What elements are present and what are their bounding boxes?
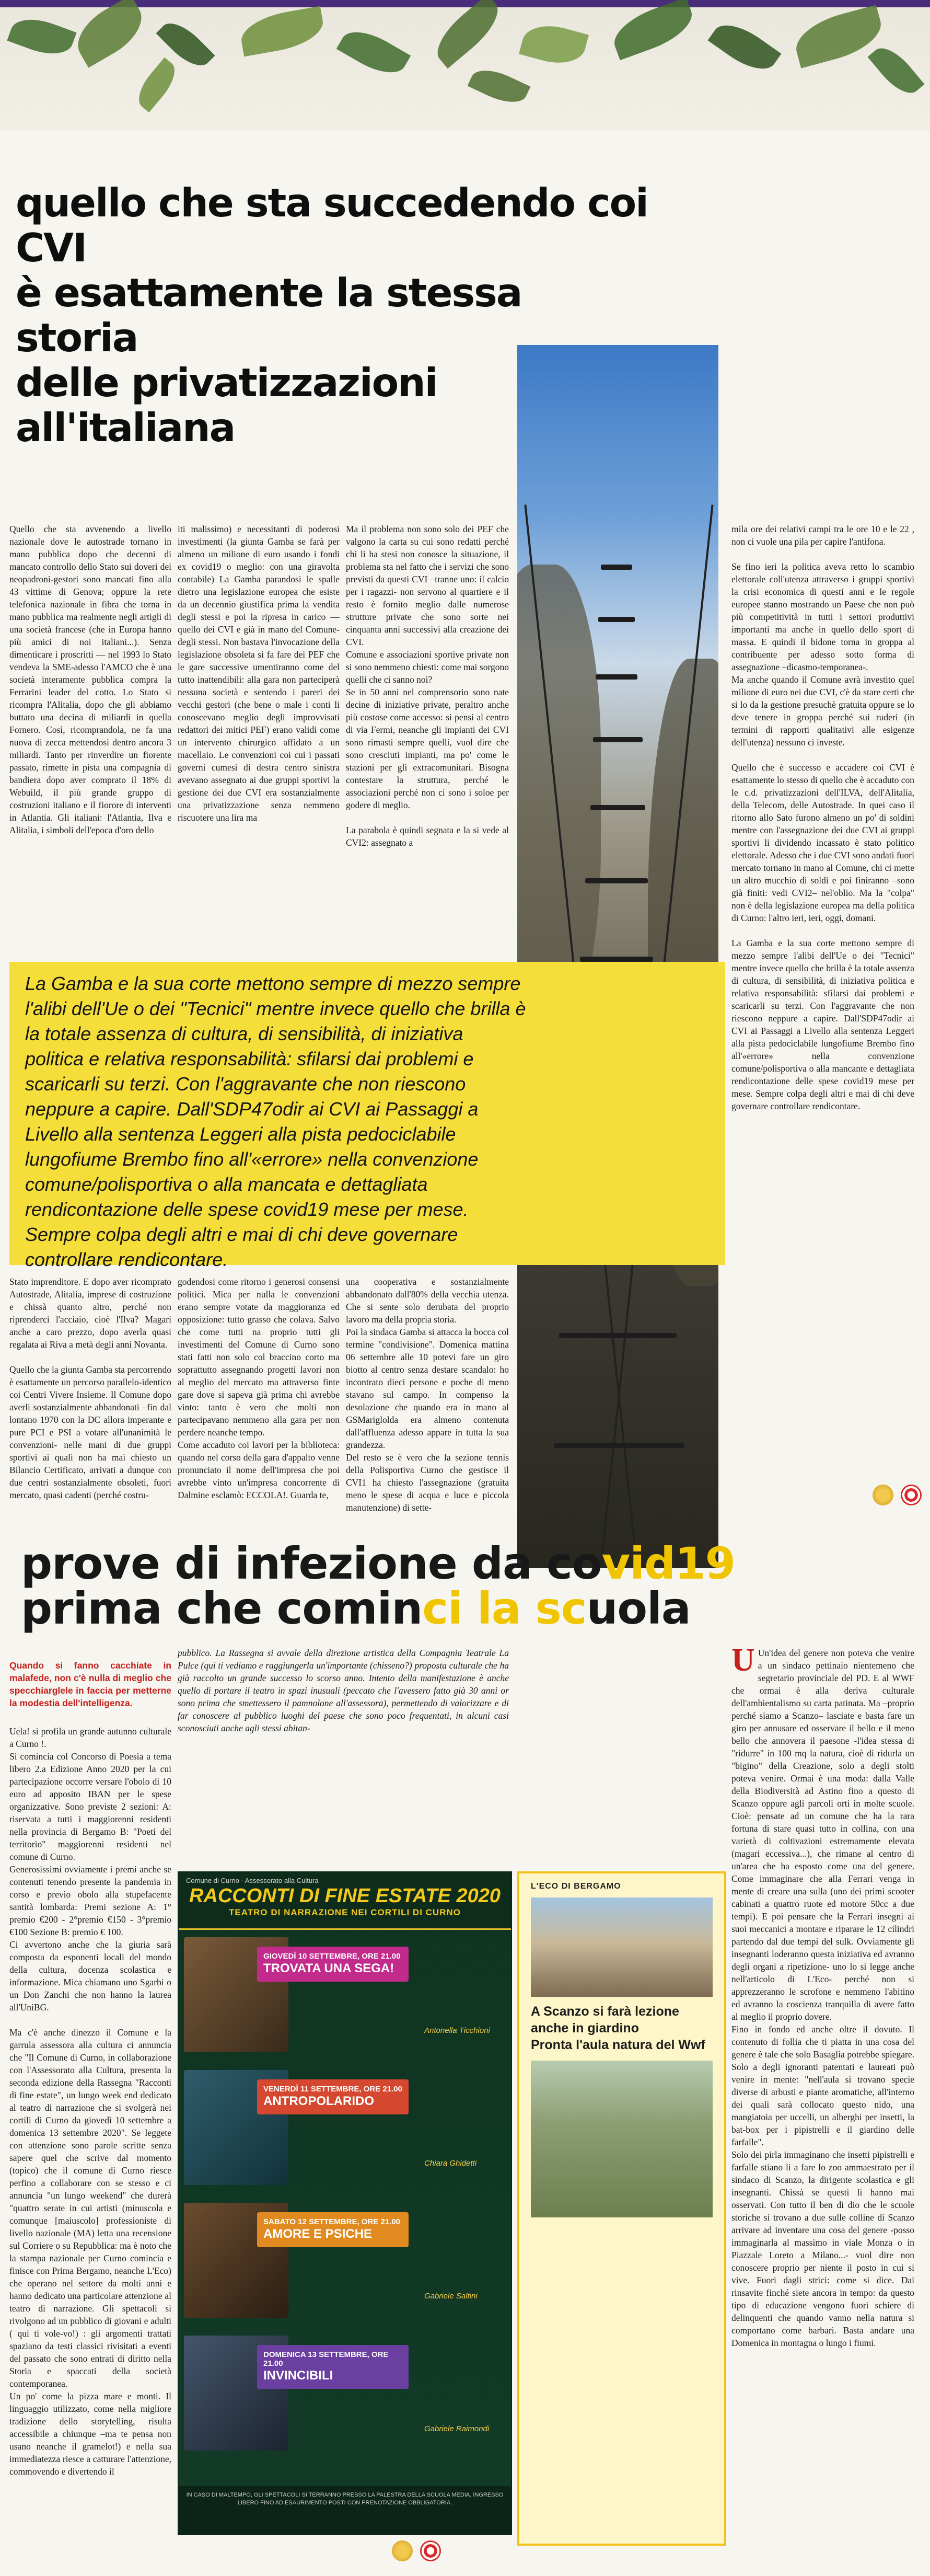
leaf-decoration — [336, 22, 411, 83]
via-ferrata-photo — [517, 345, 718, 1568]
event-box: VENERDÌ 11 SETTEMBRE, ORE 21.00 ANTROPOLARIDO — [257, 2079, 409, 2114]
article-column — [731, 1647, 914, 2556]
event-artist: Antonella Ticchioni — [424, 2026, 490, 2035]
poster-event — [184, 2336, 506, 2461]
event-artist: Chiara Ghidetti — [424, 2159, 477, 2168]
top-stripe — [0, 0, 930, 7]
article-column — [9, 1647, 171, 2556]
publisher-logos — [392, 2540, 441, 2561]
clipping-title: A Scanzo si farà lezione anche in giardino Pronta l'aula natura del Wwf — [531, 2004, 705, 2052]
drop-cap: U — [731, 1647, 755, 1678]
leaf-decoration — [519, 19, 589, 71]
article-column: Ma il problema non sono solo dei PEF che valgono la carta su cui sono redatti perché chi li ha stesi non conosce la situazione, il problema sta nel fatto che i servizi che sono previsti da questi CVI –tranne uno: il calcio per i ragazzi- non servono al quartiere e il resto è fornito meglio dalle numerose strutture private che sono sorte nei cinquanta anni successivi alla creazione dei CVI. Comune e associazioni sportive private non si sono nemmeno chiesti: come mai sorgono quelli che ci sanno noi? Se in 50 anni nel comprensorio sono nate decine di iniziative private, peraltro anche più costose come accesso: si pensi al centro di via Fermi, neanche gli impianti dei CVI sono rimasti sempre quelli, vuol dire che sono cresciuti impianti, ma po' come le stazioni per gli extracomunitari. Bisogna contestare la struttura, perché le associazioni perché non ci sono i soloe per godere di meglio. La parabola è quindi segnata e la si vede al CVI2: assegnato a — [346, 524, 509, 848]
article-column: godendosi come ritorno i generosi consensi politici. Mica per nulla le convenzioni erano sempre votate da maggioranza ed opposizione: tutto grasso che colava. Salvo che come tutti na proprio tutti gli investimenti del Comune di Curno sono stati fatti non solo col braccino corto ma soprattutto assegnando progetti lavori non al meglio del mercato ma attraverso finte gare dove si sapeva già prima chi avrebbe vinto: tanto è vero che molti non partecipavano nemmeno alla gara per non perdere neanche tempo. Come accaduto coi lavori per la biblioteca: quando nel corso della gara d'appalto venne pronunciato il nome dell'impresa che poi avrebbe vinto un'impresa concorrente di Dalmine esclamò: ECCOLA!. Guarda te, — [178, 1276, 340, 1500]
article-column: mila ore dei relativi campi tra le ore 10 e le 22 , non ci vuole una pila per capire l'antifona. Se fino ieri la politica aveva retto lo scambio elettorale coll'utenza attraverso i gruppi sportivi la crisi economica di questi anni e le regole europee stanno mostrando un Paese che non può più competitività in tutti i settori produttivi importanti ma anche in quello dello sport di massa. E quindi il bidone torna in groppa al contribuente per adesso sotto forma di assegnazione –dicasmo-temporanea-. Ma anche quando il Comune avrà investito quel milione di euro nei due CVI, c'è da stare certi che si lo da la gestione presuchè gratuita oppure se lo deve tenere in groppa perché sui ruderi (in termini di rapporti qualitativi alle esigenze dell'utenza) nessuno ci investe. Quello che è successo e accadere coi CVI è esattamente lo stesso di quello che è accaduto con le c.d. privatizzazioni dell'ILVA, dell'Alitalia, della Telecom, delle Autostrade. In quei caso il ritorno allo Sato furono almeno un po' di soldini mentre con l'assegnazione dei due CVI ai gruppi sportivi li dividendo incassato è stato politico elettorale. Adesso che i due CVI sono andati fuori mercato tornano in mano al Comune, chi ci mette un altro mucchio di soldi e poi finiranno –sono già finiti: vedi CVI2– nel'oblio. Ma la "colpa" non è della legislazione europea ma della politica di Curno: l'altro ieri, ieri, oggi, domani. La Gamba e la sua corte mettono sempre di mezzo sempre l'alibi dell'Ue o dei "Tecnici" mentre invece quello che brilla è la totale assenza di cultura, di sensibilità, di iniziativa politica e relativa responsabilità: sfilarsi dai problemi e scaricarli su terzi. Con l'aggravante che non riescono neppure a capire. Dall'SDP47odir ai CVI ai Passaggi a Livello alla sentenza Leggeri alla pista pedociclabile lungofiume Brembo fino all'«errore» nella convenzione comune/polisportiva o alla mancante e dettagliata rendicontazione delle spese covid19 mese per mese. Sempre colpa degli altri e mai di chi deve governare controllare rendicontare. — [731, 524, 914, 1111]
poster-event — [184, 1937, 506, 2063]
lead-paragraph: Quando si fanno cacchiate in malafede, non c'è nulla di meglio che specchiarglele in faccia per metterne la modestia dell'intelligenza. — [9, 1660, 171, 1708]
headline-line: è esattamente la stessa storia — [16, 270, 522, 361]
column-text: Un'idea del genere non poteva che venire a un sindaco pettinaio nientemeno che segretario provinciale del PD. E al WWF che ormai è alla deriva culturale dell'ambientalismo su carta patinata. Ma –proprio perché siamo a Scanzo– lasciate e basta fare un giro per annusare ed osservare il bello e il meno bello che annovera il paesone -l'idea stessa di "ridurre" in 100 mq la natura, cioè di ridurla un "bigino" della Creazione, solo a degli stolti poteva venire. Ormai è una moda: dalla Valle della Biodiversità ad Astino fino a questo di Scanzo oppure agli parcoli orti in molte scuole. Cioè: pensate ad un comune che ha la rara fortuna di stare quasi tutto in collina, con una varietà di coltivazioni estremamente elevata (magari eccessiva...), che rimane al centro di un'area che ha esposto come una del genere. Come immaginare che alla Ferrari venga in mente di creare una sulla (uno dei primi scooter cabinati a quattro ruote ed motore 50cc a due tempi). E poi pensare che la Ferrari insegni ai suoi meccanici a montare e riparare le 12 cilindri partendo dal due tempi del sulk. Ovviamente gli insegnanti loderanno questa iniziativa ed avranno degli organi a ripetizione- uno lo si legge anche nell'articolo di L'Eco- perché non si apprezzeranno le scrofone e nemmeno l'abitino ed avranno la coscienza tranquilla di avere fatto al meglio il proprio dovere. Fino in fondo ed anche oltre il dovuto. Il contenuto di follia che ti piatta in una cosa del genere è tale che solo Basaglia potrebbe spiegare. Solo a degli ignoranti patentati e laureati può venire in mente: "nell'aula si trovano specie diverse di arbusti e piante aromatiche, all'interno dei quali sarà collocato questo nido, una mangiatoia per uccelli, un alberghi per insetti, la bat-box per i pipistrelli e il giardino delle farfalle". Solo dei pirla immaginano che insetti pipistrelli e farfalle stiano li a fare lo zoo ammaestrato per il sindaco di Scanzo, la dirigente scolastica e gli insegnanti. Chissà se questi li hanno mai osservati. Con tutto il ben di dio che le scuole storiche si trovano a due sulle colline di Scanzo arrivare ad inventare una cosa del genere -posso immaginarla al massimo in viale Monza o in Piazzale Loreto a Milano...- vuol dire non conoscere proprio per niente il posto in cui si vive. Fuori dagli strici: come si dice. Dai rinsavite finché siete ancora in tempo: da questo tipo di educazione vengono fuori schiere di delinquenti che quando vanno nella natura si comportano come barbari. Basta andare una Domenica in montagna o lungo i fiumi. — [731, 1648, 914, 2348]
event-artist: Gabriele Saltini — [424, 2292, 478, 2301]
news-clipping — [517, 1871, 726, 2546]
leaf-decoration — [867, 40, 924, 101]
sun-logo-icon — [873, 1485, 893, 1505]
article-column: Quello che sta avvenendo a livello nazionale dove le autostrade tornano in mano pubblica dopo che decenni di mancato controllo dello Stato sui doveri dei neopadroni-gestori sono mancati fino alla 43 vittime di Genova; oppure la rete telefonica nazionale in fibra che torna in mano pubblica ma realmente negli artigli di una società francese (che in Europa hanno più amici di noi italiani...). Senza dimenticare i proscritti — nel 1993 lo Stato vendeva la SME-adesso l'AMCO che è una società interamente pubblica compra la Ferrarini leader del cotto. Lo Stato si ricompra l'Alitalia, dopo che gli abbiamo buttato una decina di miliardi in quella Fornero. Così, ricomprandola, ne fa una nuova di zecca mettendosi dentro ancora 3 miliardi. Tanto per rinverdire un fiorente passato, rimette in pista una compagnia di bandiera dopo aver comprato il 18% di Webuild, il più grande gruppo di costruzioni italiano e il fiorore di interventi in Atlantia. Gli italiani: l'Atlantia, Ilva e Alitalia, i simboli dell'epoca d'oro dello — [9, 524, 171, 835]
leaf-decoration — [131, 58, 183, 113]
article-column: iti malissimo) e necessitanti di poderosi investimenti (la giunta Gamba se farà per almeno un milione di euro usando i fondi ex covid19 o meglio: con una giravolta contabile) La Gamba parandosi le spalle dietro una legislazione europea che esiste da un decennio giustifica prima la vendita degli stessi e poi la ripresa in carico — quello dei CVI e già in mano del Comune- degli stessi. Non bastava l'invocazione della legislazione obsoleta si fa fare dei PEF che le gare successive umentiranno come del tutto inattendibili: alla gara non parteciperà nessuna società e sentendo i pareri dei vecchi gestori (che bene o male i conti li conoscevano meglio degli improvvisati redattori dei mitici PEF) erano validi come un intervento chirurgico affidato a un macellaio. Le convenzioni coi cui i passati governi cumesi di destra centro sinistra avevano assegnato ai due gruppi sportivi la gestione dei due CVI era sostanzialmente una privatizzazione senza nemmeno riscuotere una lira ma — [178, 524, 340, 823]
event-box: GIOVEDÌ 10 SETTEMBRE, ORE 21.00 TROVATA UNA SEGA! — [257, 1947, 409, 1982]
leaf-decoration — [427, 0, 507, 68]
clipping-photo — [531, 1898, 713, 1997]
poster-title: RACCONTI DI FINE ESTATE 2020 — [189, 1885, 501, 1907]
leaf-decoration — [67, 0, 152, 68]
leaf-decoration — [708, 15, 782, 79]
poster-event — [184, 2070, 506, 2195]
target-logo-icon — [901, 1485, 922, 1505]
article-column: una cooperativa e sostanzialmente abbandonato dall'80% della vecchia utenza. Che si sente solo derubata del proprio lavoro ma della propria storia. Poi la sindaca Gamba si attacca la bocca col termine "condivisione". Domenica mattina 06 settembre alle 10 potevi fare un giro biotto al centro senza destare scandalo: ho incontrato dieci persone e poche di meno stavano sul campo. In compenso la desolazione che quando era in mano al GSMariglolda era almeno contenuta dall'affluenza adesso appare in tutta la sua grandezza. Del resto se è vero che la sezione tennis della Polisportiva Curno che gestisce il CVI1 ha chiesto l'assegnazione (gratuita meno le spese di acqua e luce e piccola manutenzione) di sette- — [346, 1276, 509, 1513]
headline-line: delle privatizzazioni all'italiana — [16, 360, 437, 451]
leaf-decoration — [468, 62, 531, 110]
article-column: pubblico. La Rassegna si avvale della direzione artistica della Compagnia Teatrale La Pulce (qui ti vediamo e raggiungerla un'importante (chisseno?) proposta culturale che ha già raccolto un grande successo lo scorso anno. Intento della manifestazione è anche quello di portare il teatro in spazi inusuali (peccato che l'avessero fatto già 30 anni or sono prima che smettessero il pamnolone all'assessora), permettendo di valorizzare e di far conoscere al pubblico luoghi del paese che sono poco frequentati, in alcuni casi sconosciuti anche agli stessi abitan- — [178, 1648, 509, 1733]
leaf-decoration — [238, 6, 327, 57]
pull-quote — [9, 962, 725, 1270]
poster-subtitle: TEATRO DI NARRAZIONE NEI CORTILI DI CURNO — [229, 1907, 461, 1917]
poster-footer: IN CASO DI MALTEMPO, GLI SPETTACOLI SI TERRANNO PRESSO LA PALESTRA DELLA SCUOLA MEDIA. INGRESSO LIBERO FINO AD ESAURIMENTO POSTI CON PRENOTAZIONE OBBLIGATORIA. — [179, 2486, 511, 2534]
clipping-masthead: L'ECO DI BERGAMO — [531, 1882, 621, 1891]
column-text: Uela! si profila un grande autunno culturale a Curno !. Si comincia col Concorso di Poesia a tema libero 2.a Edizione Anno 2020 per la cui partecipazione occorre versare l'obolo di 10 euro ad apposito IBAN per le spese organizzative. Sono previste 2 sezioni: A: riservata a tutti i maggiorenni residenti nella provincia di Bergamo B: "Poeti del territorio" maggiorenni residenti nel comune di Curno. Generosissimi ovviamente i premi anche se contenuti tenendo presente la pandemia in corso e previo obolo alla stupefacente santità lombarda: Premi sezione A: 1° premio €200 - 2°premio €150 - 3°premio €100 Sezione B: premio € 100. Ci avvertono anche che la giuria sarà composta da esponenti locali del mondo della cultura, docenza scolastica e informazione. Mica chiamano uno Sgarbi o un Don Zanchi che non hanno la laurea all'UniBG. Ma c'è anche dinezzo il Comune e la garrula assessora alla cultura ci annuncia che "Il Comune di Curno, in collaborazione con l'Assessorato alla Cultura, presenta la seconda edizione della Rassegna "Racconti di fine estate", un lungo week end dedicato al teatro di narrazione che si svolgerà nei cortili di Curno da giovedì 10 settembre a domenica 13 settembre 2020". Se leggete con attenzione sono parole scritte senza sapere quel che scrive dal momento (topico) che il comune di Curno riesce perfino a collaborare con se stesso e ci annuncia "un lungo weekend" che durerà "quattro serate in cui artisti (minuscola e comunque [maiuscolo] professioniste di livello nazionale (MA) letta una recensione sul Corriere o su Repubblica: ma è noto che la stampa nazionale per Curno comincia e finisce con Prima Bergamo, neanche L'Eco) che operano nel settore da molti anni e hanno dedicato una particolare attenzione al teatro di narrazione. Gli spettacoli si rivolgono ad un pubblico di giovani e adulti ( qui ti vole-vo!) : gli argomenti trattati spaziano da testi classici rivisitati a eventi del passato che sono entrati di diritto nella Storia e spaccati della società contemporanea. Un po' come la pizza mare e monti. Il linguaggio utilizzato, come nella migliore tradizione dello storytelling, risulta accessibile a chiunque –ma te pensa non usano neanche il gramelot!) e nella sua immediatezza riesce a catturare l'attenzione, commovendo e divertendo il — [9, 1726, 171, 2477]
article-headline-2 — [21, 1538, 752, 1634]
poster-event — [184, 2203, 506, 2328]
sun-logo-icon — [392, 2540, 413, 2561]
event-box: SABATO 12 SETTEMBRE, ORE 21.00 AMORE E PSICHE — [257, 2212, 409, 2247]
event-poster — [178, 1871, 512, 2535]
clipping-photo-garden — [531, 2061, 713, 2217]
leaf-decoration — [7, 11, 76, 62]
target-logo-icon — [420, 2540, 441, 2561]
decorative-herb-banner — [0, 0, 930, 131]
leaf-decoration — [608, 0, 699, 60]
poster-header — [179, 1872, 511, 1930]
article-column: Stato imprenditore. E dopo aver ricomprato Autostrade, Alitalia, imprese di costruzione e chissà quanto altro, perché non riprenderci l'acciaio, cioè l'Ilva? Magari anche a caro prezzo, dopo averla quasi regalata ai Riva a metà degli anni Novanta. Quello che la giunta Gamba sta percorrendo è esattamente un percorso parallelo-identico coi Centri Vivere Insieme. Il Comune dopo averli sostanzialmente abbandonati –fin dal lontano 1970 con la DC allora imperante e pure PCI e PSI a votare all'unanimità le convenzioni- nelle mani di due gruppi sportivi ai quali non ha mai chiesto un Bilancio Certificato, arrivati a dunque con due centri sostanzialmente obsoleti, fuori mercato, quasi cadenti (perché costru- — [9, 1276, 171, 1500]
headline-line: prima che cominci la scuola — [21, 1583, 691, 1634]
event-artist: Gabriele Raimondi — [424, 2424, 490, 2433]
headline-line: prove di infezione da covid19 — [21, 1538, 736, 1589]
poster-org: Comune di Curno · Assessorato alla Cultura — [186, 1877, 319, 1884]
headline-line: quello che sta succedendo coi CVI — [16, 180, 648, 271]
publisher-logos — [873, 1485, 922, 1505]
pull-quote-text: La Gamba e la sua corte mettono sempre di mezzo sempre l'alibi dell'Ue o dei "Tecnici" mentre invece quello che brilla è la totale assenza di cultura, di sensibilità, di iniziativa politica e relativa responsabilità: sfilarsi dai problemi e scaricarli su terzi. Con l'aggravante che non riescono neppure a capire. Dall'SDP47odir ai CVI ai Passaggi a Livello alla sentenza Leggeri alla pista pedociclabile lungofiume Brembo fino all'«errore» nella convenzione comune/polisportiva o alla mancata e dettagliata rendicontazione delle spese covid19 mese per mese. Sempre colpa degli altri e mai di chi deve governare controllare rendicontare. — [25, 973, 526, 1270]
event-box: DOMENICA 13 SETTEMBRE, ORE 21.00 INVINCIBILI — [257, 2345, 409, 2389]
